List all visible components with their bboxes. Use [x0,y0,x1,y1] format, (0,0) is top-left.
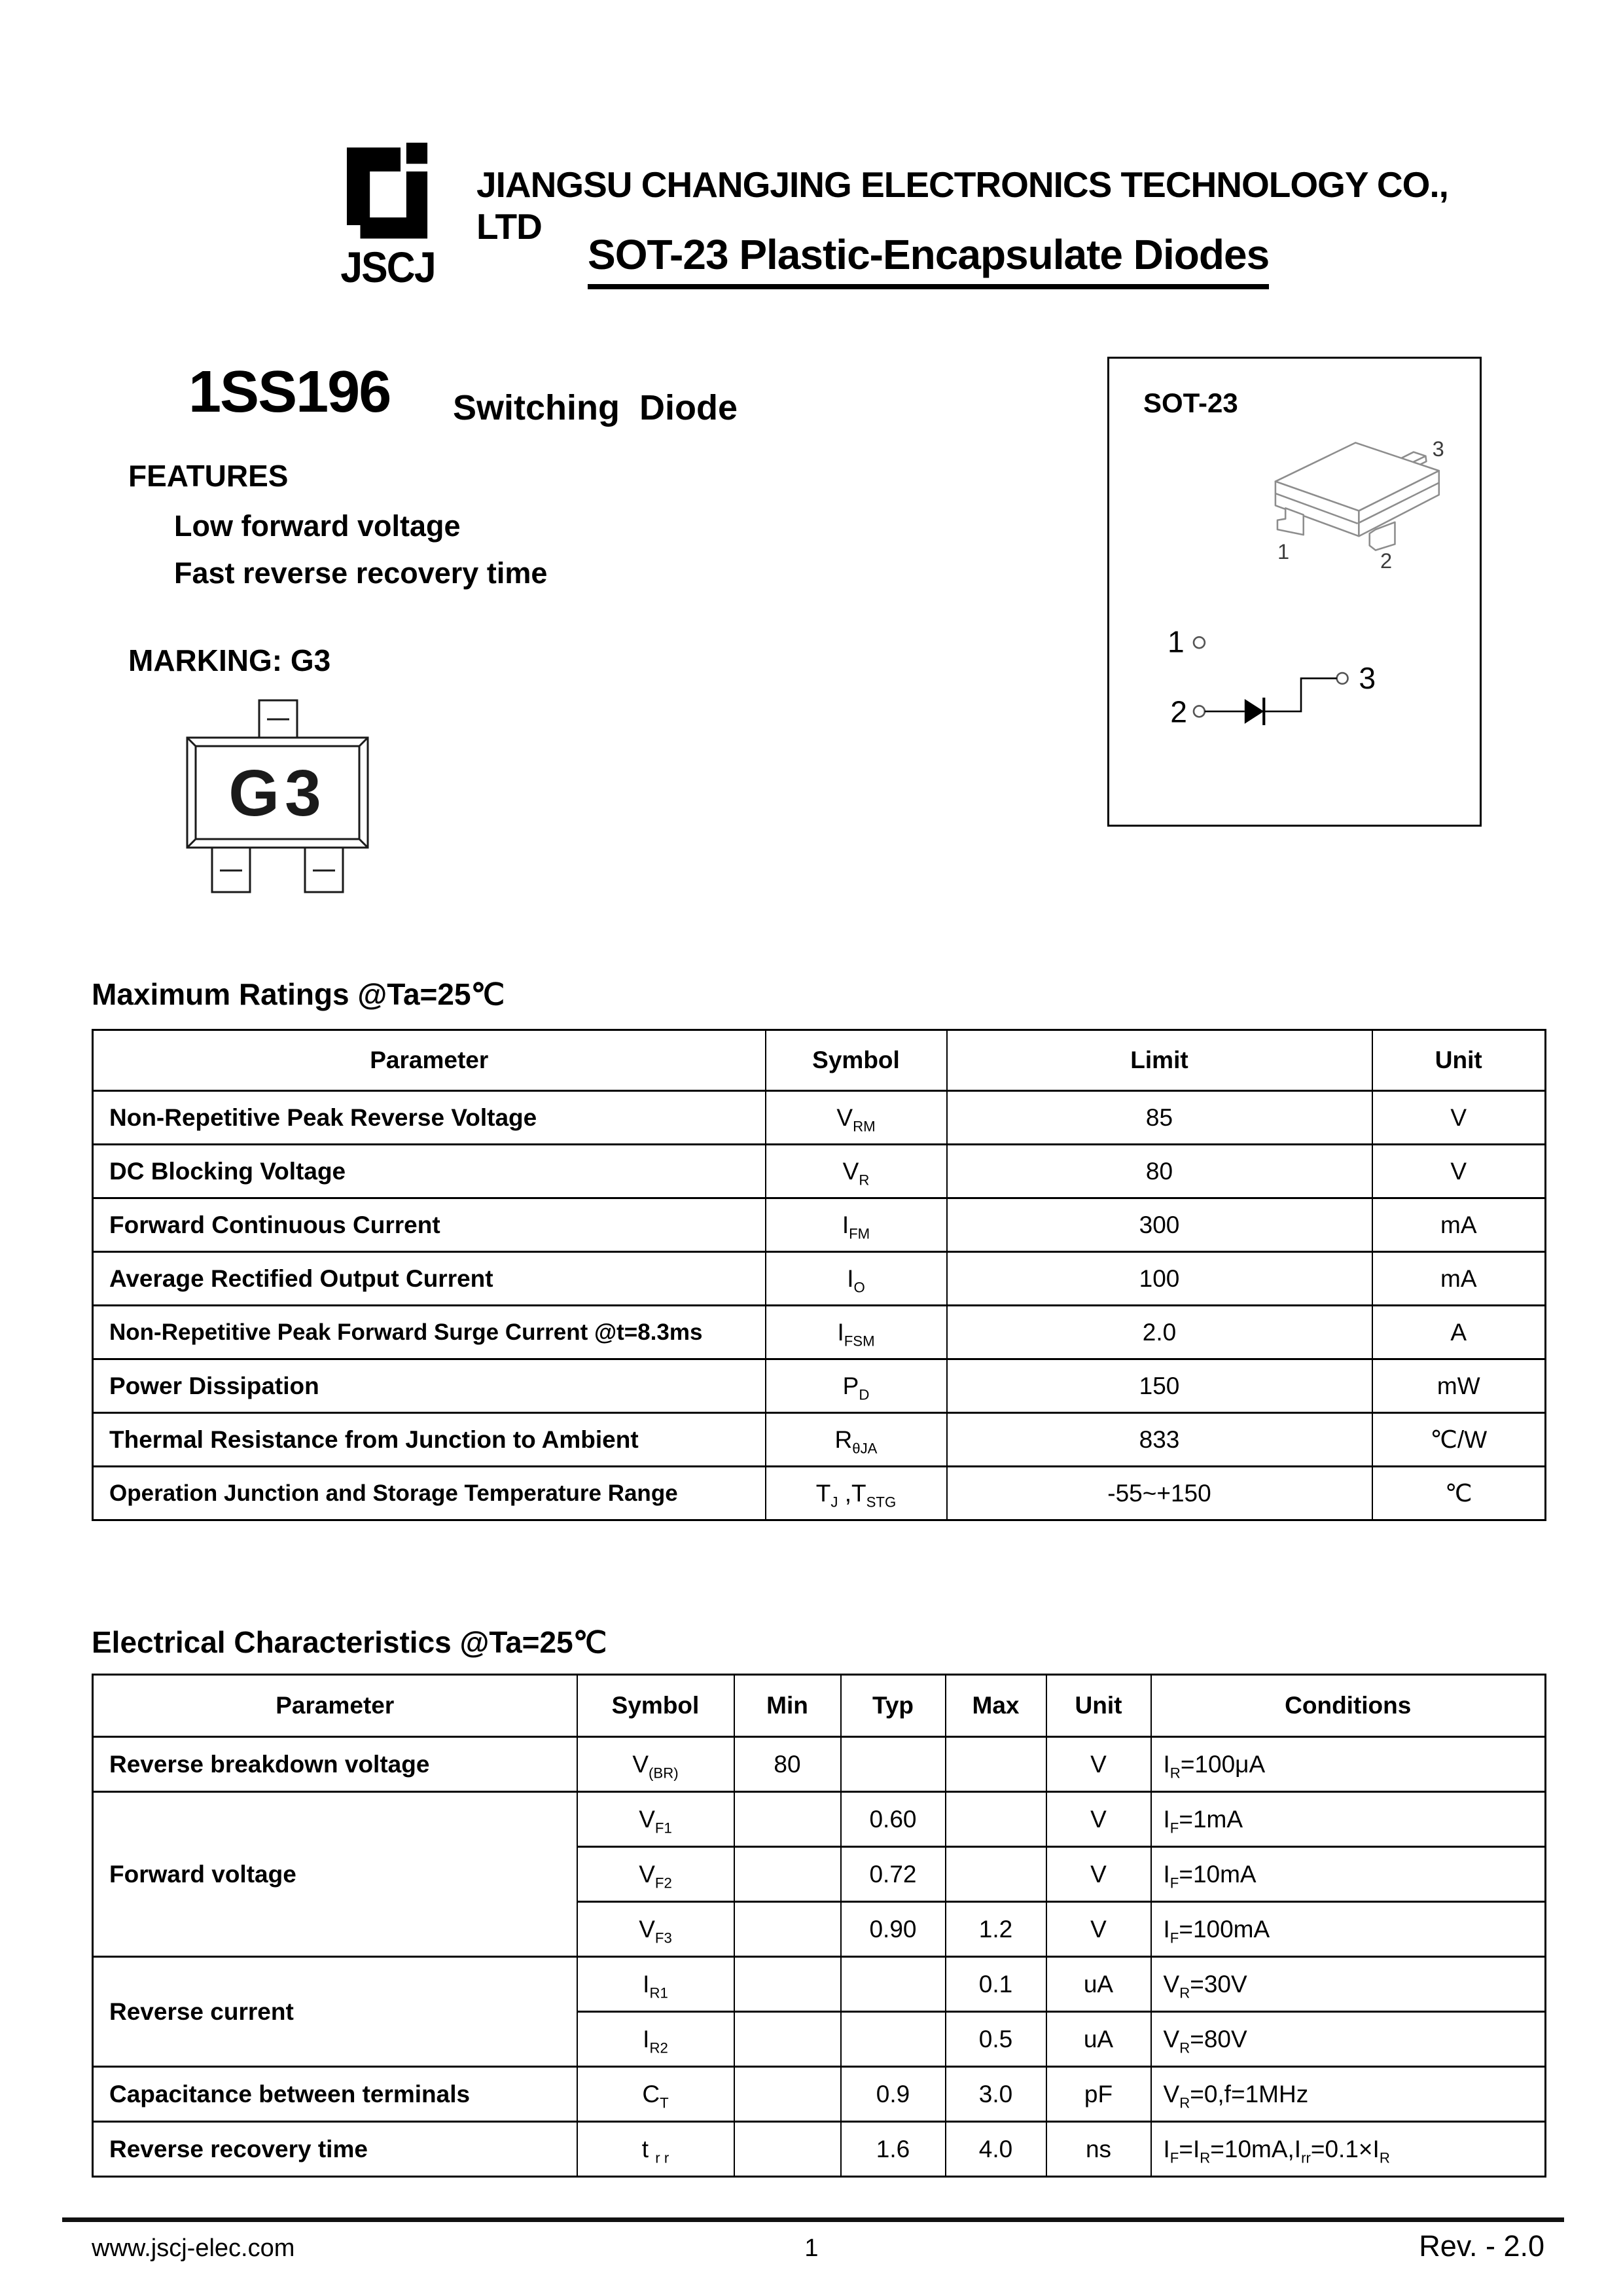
cell-symbol: $V_R$ [766,1145,947,1198]
cell-conditions: $I_F=100mA$ [1151,1902,1546,1957]
marking-heading: MARKING: G3 [128,643,331,677]
cell-limit: 300 [947,1198,1372,1252]
table-row [93,1957,1546,2012]
cell-limit: 100 [947,1252,1372,1306]
cell-typ [841,1737,946,1792]
cell-param: Forward voltage [93,1792,577,1957]
table-row [93,1359,1546,1413]
feature-item: Low forward voltage [174,509,461,543]
g3-marking-drawing [182,699,373,897]
cell-symbol: $V_{(BR)}$ [577,1737,734,1792]
cell-max: 0.1 [946,1957,1046,2012]
sot23-3d-drawing [1238,429,1454,596]
table-row [93,1792,1546,1847]
cell-unit: mA [1372,1198,1546,1252]
elec-chars-heading: Electrical Characteristics @Ta=25℃ [92,1625,607,1659]
cell-param: Capacitance between terminals [93,2067,577,2122]
col-typ: Typ [841,1675,946,1737]
cell-conditions: $V_R=30V$ [1151,1957,1546,2012]
table-header-row [93,1030,1546,1091]
cell-symbol: $V_{F2}$ [577,1847,734,1902]
diode-symbol [1245,699,1264,724]
cell-max [946,1737,1046,1792]
cell-unit: mA [1372,1252,1546,1306]
cell-typ [841,2012,946,2067]
cell-param: Average Rectified Output Current [93,1252,766,1306]
col-unit: Unit [1372,1030,1546,1091]
pin1-terminal [1194,637,1205,648]
cell-symbol: $I_{R2}$ [577,2012,734,2067]
cell-symbol: $I_{FM}$ [766,1198,947,1252]
cell-symbol: $V_{F1}$ [577,1792,734,1847]
company-name: JIANGSU CHANGJING ELECTRONICS TECHNOLOGY CO., LTD [476,164,1448,247]
cell-max: 3.0 [946,2067,1046,2122]
package-outline-box [1107,357,1482,827]
cell-min [734,1957,841,2012]
cell-param: Non-Repetitive Peak Reverse Voltage [93,1091,766,1145]
cell-conditions: $V_R=0,f=1MHz$ [1151,2067,1546,2122]
cell-max: 4.0 [946,2122,1046,2177]
cell-unit: uA [1046,2012,1151,2067]
table-row [93,1145,1546,1198]
cell-symbol: $I_{R1}$ [577,1957,734,2012]
cell-min [734,1792,841,1847]
cell-symbol: $P_D$ [766,1359,947,1413]
cell-unit: mW [1372,1359,1546,1413]
max-ratings-heading: Maximum Ratings @Ta=25℃ [92,977,505,1011]
cell-unit: V [1046,1902,1151,1957]
col-min: Min [734,1675,841,1737]
cell-min: 80 [734,1737,841,1792]
cell-unit: V [1372,1091,1546,1145]
cell-typ: 0.9 [841,2067,946,2122]
col-parameter: Parameter [93,1030,766,1091]
logo-text: JSCJ [340,243,435,291]
jscj-logo-icon [345,143,431,240]
package-name: SOT-23 [1143,387,1238,418]
cell-param: Non-Repetitive Peak Forward Surge Current @t=8.3ms [93,1306,766,1359]
pin2-label-3d: 2 [1380,548,1393,573]
cell-param: Reverse breakdown voltage [93,1737,577,1792]
cell-max: 0.5 [946,2012,1046,2067]
sch-pin3-label: 3 [1359,661,1376,696]
cell-unit: V [1046,1847,1151,1902]
table-header-row [93,1675,1546,1737]
cell-conditions: $I_F=I_R=10mA,I_{rr}=0.1\times I_R$ [1151,2122,1546,2177]
chip-marking-text: G3 [228,757,327,830]
features-heading: FEATURES [128,459,289,493]
cell-min [734,2067,841,2122]
col-symbol: Symbol [766,1030,947,1091]
pin1-label-3d: 1 [1277,539,1290,564]
cell-symbol: $R_{\theta JA}$ [766,1413,947,1467]
max-ratings-table [92,1029,1546,1521]
cell-typ: 0.60 [841,1792,946,1847]
document-title: SOT-23 Plastic-Encapsulate Diodes [588,230,1269,289]
footer-website: www.jscj-elec.com [92,2234,295,2262]
cell-unit: pF [1046,2067,1151,2122]
table-row [93,1091,1546,1145]
cell-min [734,2012,841,2067]
diode-schematic [1156,619,1418,740]
cell-unit: V [1046,1792,1151,1847]
cell-limit: 2.0 [947,1306,1372,1359]
cell-unit: ns [1046,2122,1151,2177]
pin2-terminal [1194,706,1205,717]
table-row [93,1252,1546,1306]
cell-min [734,1847,841,1902]
cell-param: Forward Continuous Current [93,1198,766,1252]
sch-pin2-label: 2 [1170,694,1187,729]
footer-divider [62,2217,1564,2222]
cell-limit: 150 [947,1359,1372,1413]
col-max: Max [946,1675,1046,1737]
cell-unit: A [1372,1306,1546,1359]
cell-typ [841,1957,946,2012]
cell-min [734,2122,841,2177]
cell-symbol: $V_{RM}$ [766,1091,947,1145]
col-conditions: Conditions [1151,1675,1546,1737]
table-row [93,1413,1546,1467]
cell-unit: ℃/W [1372,1413,1546,1467]
cell-unit: V [1372,1145,1546,1198]
cell-typ: 1.6 [841,2122,946,2177]
cell-symbol: t $_{r r}$ [577,2122,734,2177]
col-symbol: Symbol [577,1675,734,1737]
pin3-label-3d: 3 [1432,436,1444,461]
company-logo [321,143,455,292]
cell-param: Reverse recovery time [93,2122,577,2177]
part-number: 1SS196 [188,359,391,425]
col-limit: Limit [947,1030,1372,1091]
cell-max: 1.2 [946,1902,1046,1957]
cell-conditions: $I_F=10mA$ [1151,1847,1546,1902]
pin3-terminal [1337,673,1348,684]
cell-max [946,1847,1046,1902]
cell-unit: V [1046,1737,1151,1792]
table-row [93,2067,1546,2122]
cell-param: Operation Junction and Storage Temperature Range [93,1467,766,1520]
cell-limit: -55~+150 [947,1467,1372,1520]
cell-typ: 0.72 [841,1847,946,1902]
table-row [93,1198,1546,1252]
cell-conditions: $I_R=100\mu A$ [1151,1737,1546,1792]
table-row [93,2122,1546,2177]
cell-limit: 833 [947,1413,1372,1467]
cell-symbol: $I_O$ [766,1252,947,1306]
sch-pin1-label: 1 [1168,624,1185,659]
cell-param: Power Dissipation [93,1359,766,1413]
cell-unit: ℃ [1372,1467,1546,1520]
cell-typ: 0.90 [841,1902,946,1957]
cell-min [734,1902,841,1957]
table-row [93,1306,1546,1359]
table-row [93,1467,1546,1520]
feature-item: Fast reverse recovery time [174,556,548,590]
cell-conditions: $I_F=1mA$ [1151,1792,1546,1847]
cell-limit: 85 [947,1091,1372,1145]
footer-page-number: 1 [804,2234,819,2262]
cell-max [946,1792,1046,1847]
product-type: Switching Diode [453,388,738,427]
cell-param: Thermal Resistance from Junction to Ambient [93,1413,766,1467]
cell-symbol: $I_{FSM}$ [766,1306,947,1359]
cell-conditions: $V_R=80V$ [1151,2012,1546,2067]
cell-symbol: $T_J$ $,T_{STG}$ [766,1467,947,1520]
cell-param: DC Blocking Voltage [93,1145,766,1198]
elec-chars-table [92,1674,1546,2178]
cell-limit: 80 [947,1145,1372,1198]
cell-param: Reverse current [93,1957,577,2067]
cell-symbol: $C_T$ [577,2067,734,2122]
cell-unit: uA [1046,1957,1151,2012]
col-unit: Unit [1046,1675,1151,1737]
table-row [93,1737,1546,1792]
col-parameter: Parameter [93,1675,577,1737]
footer-revision: Rev. - 2.0 [1419,2229,1544,2263]
cell-symbol: $V_{F3}$ [577,1902,734,1957]
